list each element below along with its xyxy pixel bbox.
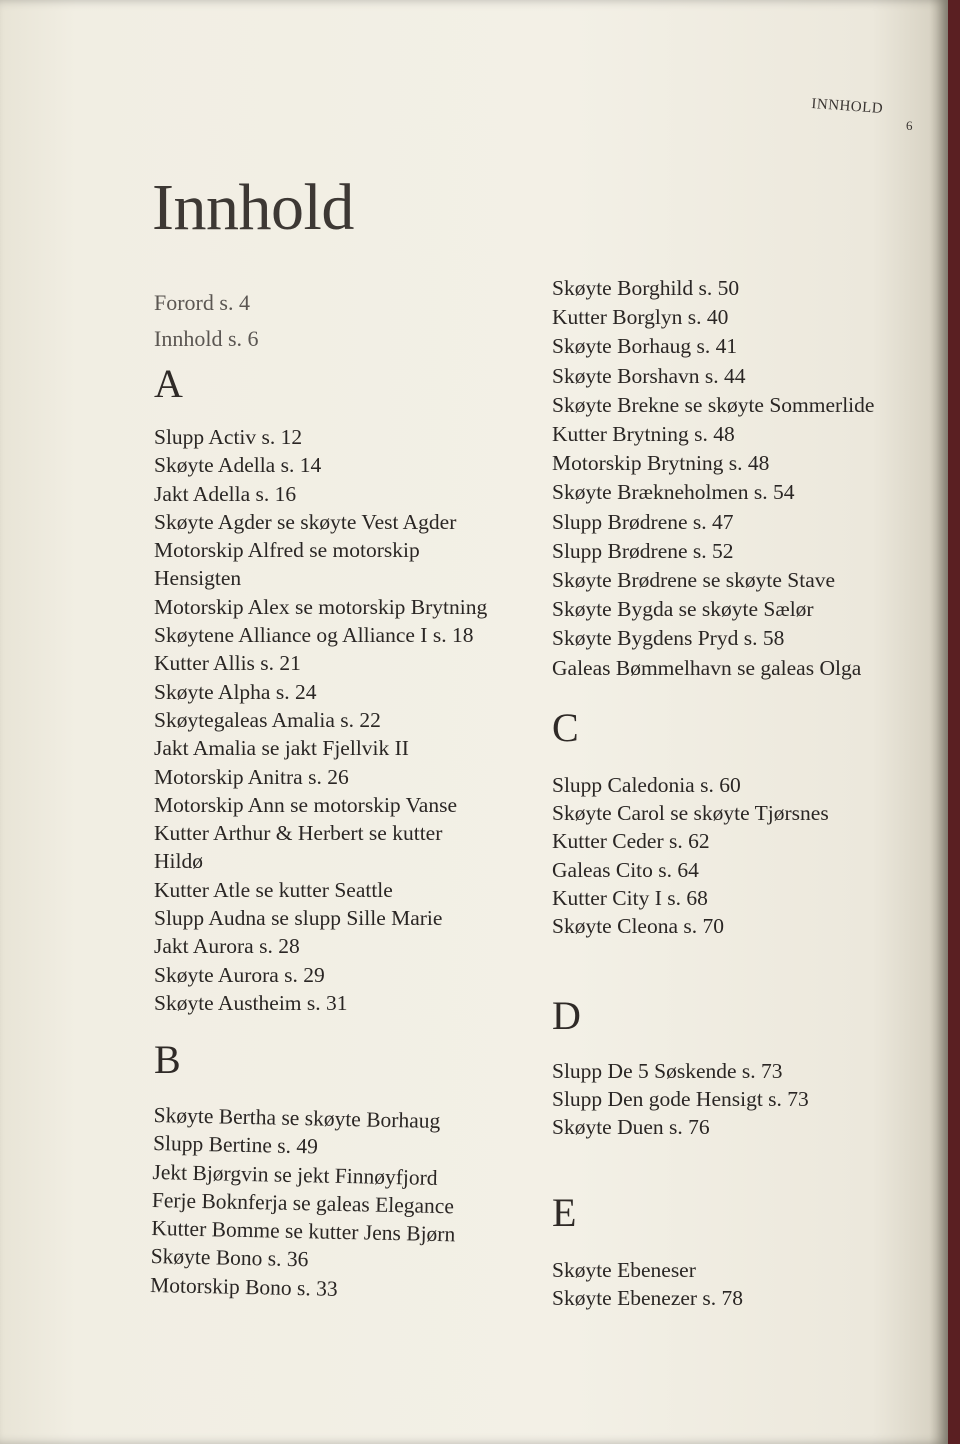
intro-list [154, 285, 534, 357]
toc-entry: Skøyte Cleona s. 70 [552, 914, 724, 939]
toc-entry: Slupp Audna se slupp Sille Marie [154, 906, 443, 931]
entry-list [552, 274, 932, 683]
toc-entry: Motorskip Brytning s. 48 [552, 451, 770, 476]
toc-entry: Slupp Brødrene s. 52 [552, 538, 734, 563]
toc-entry: Skøyte Aurora s. 29 [154, 962, 325, 987]
toc-entry: Skøyte Borghild s. 50 [552, 276, 740, 300]
toc-entry: Kutter City I s. 68 [552, 886, 708, 911]
entry-list [552, 771, 932, 941]
toc-entry: Jakt Adella s. 16 [154, 481, 297, 506]
toc-entry: Slupp Activ s. 12 [154, 425, 303, 449]
toc-entry: Skøyte Duen s. 76 [552, 1115, 710, 1140]
toc-entry: Skøyte Agder se skøyte Vest Agder [154, 509, 457, 534]
toc-entry: Hensigten [154, 566, 242, 591]
section-letter: D [552, 992, 581, 1038]
toc-entry: Motorskip Alex se motorskip Brytning [154, 594, 488, 619]
right-column [552, 274, 932, 1312]
toc-entry: Kutter Brytning s. 48 [552, 422, 735, 447]
toc-entry: Skøyte Bono s. 36 [150, 1244, 309, 1272]
page-number: 6 [906, 118, 913, 133]
toc-entry: Motorskip Bono s. 33 [149, 1272, 338, 1301]
toc-entry: Kutter Atle se kutter Seattle [154, 877, 393, 902]
toc-entry: Skøytegaleas Amalia s. 22 [154, 707, 381, 732]
entry-list [154, 423, 534, 1017]
toc-entry: Skøyte Alpha s. 24 [154, 679, 317, 704]
toc-entry: Ferje Boknferja se galeas Elegance [151, 1188, 455, 1219]
section-b-continued [552, 274, 932, 683]
toc-entry: Skøyte Adella s. 14 [154, 453, 322, 478]
left-column [149, 285, 534, 1301]
toc-entry: Skøyte Brækneholmen s. 54 [552, 480, 795, 505]
toc-entry: Forord s. 4 [154, 290, 250, 315]
toc-entry: Kutter Borglyn s. 40 [552, 305, 729, 330]
toc-entry: Slupp Brødrene s. 47 [552, 509, 734, 534]
toc-entry: Galeas Bømmelhavn se galeas Olga [552, 655, 862, 680]
toc-entry: Skøyte Bygda se skøyte Sælør [552, 597, 814, 622]
toc-entry: Slupp Den gode Hensigt s. 73 [552, 1086, 809, 1111]
section-d [552, 993, 932, 1142]
toc-entry: Skøyte Ebenezer s. 78 [552, 1285, 744, 1310]
toc-entry: Motorskip Ann se motorskip Vanse [154, 792, 457, 817]
entry-list [552, 1057, 932, 1142]
toc-entry: Kutter Allis s. 21 [154, 651, 301, 676]
section-a [154, 361, 534, 1017]
running-head: INNHOLD [810, 96, 884, 117]
section-letter: E [552, 1189, 577, 1235]
toc-entry: Skøyte Borshavn s. 44 [552, 363, 746, 388]
section-letter: A [154, 361, 183, 406]
section-letter: C [552, 704, 579, 750]
toc-entry: Slupp De 5 Søskende s. 73 [552, 1058, 783, 1083]
toc-entry: Jekt Bjørgvin se jekt Finnøyfjord [152, 1159, 438, 1190]
section-e [552, 1190, 932, 1313]
toc-entry: Kutter Ceder s. 62 [552, 829, 710, 854]
toc-entry: Slupp Bertine s. 49 [152, 1131, 319, 1159]
toc-entry: Skøyte Bertha se skøyte Borhaug [153, 1103, 441, 1134]
toc-entry: Kutter Bomme se kutter Jens Bjørn [151, 1216, 456, 1247]
toc-entry: Skøytene Alliance og Alliance I s. 18 [154, 623, 474, 648]
toc-entry: Skøyte Brekne se skøyte Sommerlide [552, 392, 875, 417]
page-title: Innhold [152, 171, 354, 244]
section-c [552, 705, 932, 941]
section-letter: B [154, 1037, 181, 1083]
toc-entry: Jakt Aurora s. 28 [154, 934, 300, 959]
toc-entry: Skøyte Brødrene se skøyte Stave [552, 568, 836, 593]
toc-entry: Skøyte Borhaug s. 41 [552, 334, 738, 359]
toc-entry: Kutter Arthur & Herbert se kutter [154, 821, 443, 846]
toc-entry: Innhold s. 6 [154, 326, 259, 351]
entry-list [552, 1256, 932, 1313]
toc-entry: Motorskip Alfred se motorskip [154, 538, 420, 563]
toc-entry: Motorskip Anitra s. 26 [154, 764, 349, 789]
toc-entry: Galeas Cito s. 64 [552, 857, 699, 882]
toc-entry: Skøyte Bygdens Pryd s. 58 [552, 626, 785, 651]
toc-entry: Jakt Amalia se jakt Fjellvik II [154, 736, 409, 761]
toc-entry: Hildø [154, 849, 203, 874]
section-b [149, 1037, 534, 1301]
entry-list [150, 1101, 534, 1307]
toc-entry: Skøyte Austheim s. 31 [154, 990, 348, 1015]
toc-entry: Skøyte Carol se skøyte Tjørsnes [552, 801, 829, 826]
toc-entry: Skøyte Ebeneser [552, 1257, 696, 1282]
toc-entry: Slupp Caledonia s. 60 [552, 772, 741, 797]
